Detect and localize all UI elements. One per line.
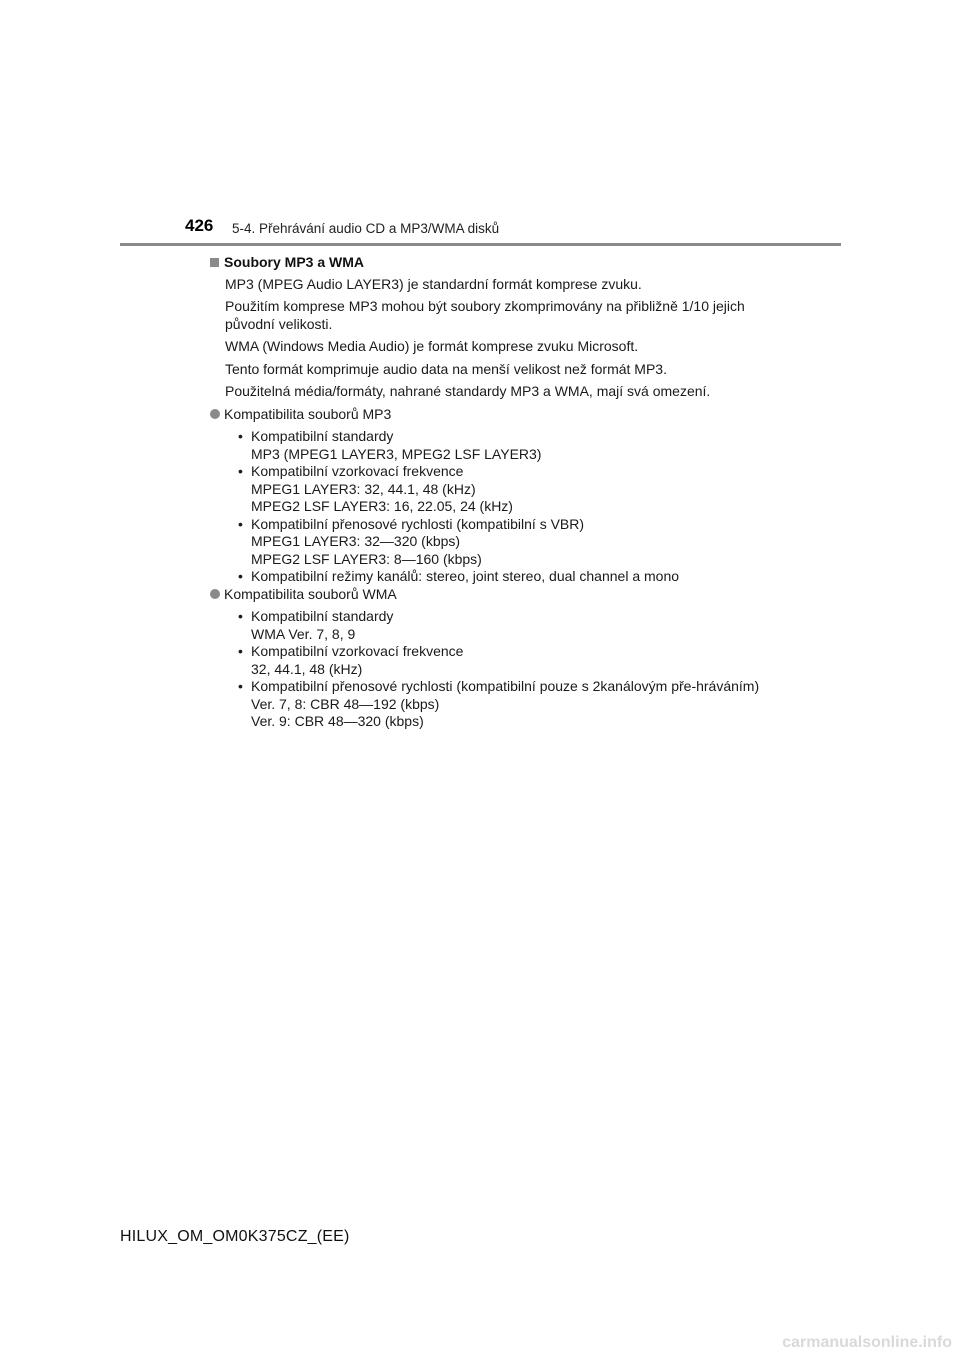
page-number: 426 [185, 216, 214, 235]
mp3-subheading-text: Kompatibilita souborů MP3 [224, 405, 392, 422]
paragraph: Tento formát komprimuje audio data na menší velikost než formát MP3. [225, 360, 667, 377]
section-title: 5-4. Přehrávání audio CD a MP3/WMA disků [232, 221, 500, 236]
list-item-detail: Ver. 9: CBR 48—320 (kbps) [251, 713, 424, 729]
list-item-label: • Kompatibilní vzorkovací frekvence [251, 643, 464, 659]
square-bullet-icon [210, 258, 219, 267]
paragraph: Použitím komprese MP3 mohou být soubory zkomprimovány na přibližně 1/10 jejich původní velikosti. [225, 298, 745, 332]
list-item [238, 516, 760, 569]
list-item [238, 428, 760, 463]
circle-bullet-icon [210, 589, 220, 599]
paragraph: Použitelná média/formáty, nahrané standardy MP3 a WMA, mají svá omezení. [225, 383, 711, 399]
mp3-list [238, 428, 760, 586]
wma-subheading-text: Kompatibilita souborů WMA [224, 585, 397, 602]
list-item [238, 678, 760, 731]
section-heading [210, 254, 770, 272]
wma-subheading [210, 586, 770, 604]
list-item [238, 608, 760, 643]
main-content [210, 254, 770, 731]
list-item-detail: Ver. 7, 8: CBR 48—192 (kbps) [251, 695, 440, 712]
list-item-detail: WMA Ver. 7, 8, 9 [251, 625, 356, 642]
section-heading-text: Soubory MP3 a WMA [224, 254, 365, 270]
list-item [238, 463, 760, 516]
paragraph: WMA (Windows Media Audio) je formát komprese zvuku Microsoft. [225, 338, 639, 354]
list-item-detail: MP3 (MPEG1 LAYER3, MPEG2 LSF LAYER3) [251, 445, 542, 462]
list-item-detail: 32, 44.1, 48 (kHz) [251, 660, 363, 677]
list-item-label: • Kompatibilní vzorkovací frekvence [251, 463, 464, 479]
document-code: HILUX_OM_OM0K375CZ_(EE) [120, 1228, 350, 1245]
wma-list [238, 608, 760, 731]
list-item-label: • Kompatibilní přenosové rychlosti (kompatibilní pouze s 2kanálovým pře-hráváním) [251, 678, 760, 694]
list-item-label: • Kompatibilní standardy [251, 608, 394, 624]
header-rule [120, 243, 841, 246]
list-item [238, 643, 760, 678]
list-item [238, 568, 760, 586]
list-item-detail: MPEG2 LSF LAYER3: 8—160 (kbps) [251, 550, 482, 567]
list-item-detail: MPEG1 LAYER3: 32, 44.1, 48 (kHz) [251, 480, 476, 497]
paragraph: MP3 (MPEG Audio LAYER3) je standardní formát komprese zvuku. [225, 275, 642, 292]
list-item-label: • Kompatibilní režimy kanálů: stereo, joint stereo, dual channel a mono [251, 568, 680, 584]
list-item-detail: MPEG2 LSF LAYER3: 16, 22.05, 24 (kHz) [251, 498, 513, 514]
mp3-subheading [210, 406, 770, 424]
list-item-label: • Kompatibilní standardy [251, 428, 394, 444]
watermark-text: carmanualsonline.info [782, 1334, 952, 1351]
list-item-detail: MPEG1 LAYER3: 32—320 (kbps) [251, 533, 461, 549]
list-item-label: • Kompatibilní přenosové rychlosti (kompatibilní s VBR) [251, 515, 585, 532]
circle-bullet-icon [210, 409, 220, 419]
